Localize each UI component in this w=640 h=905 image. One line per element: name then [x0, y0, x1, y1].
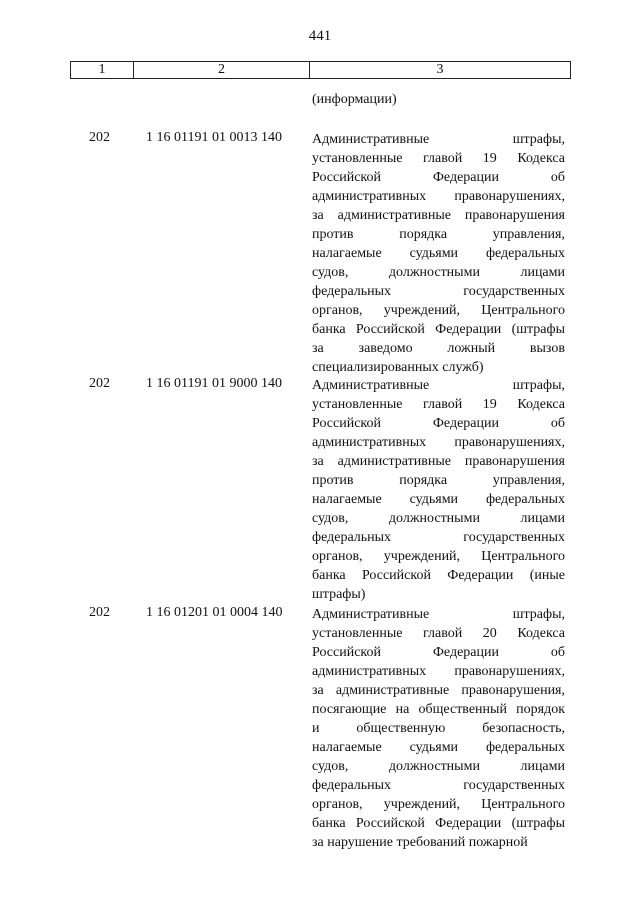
entry-description	[312, 605, 565, 852]
description-line: Административные штрафы,	[312, 607, 565, 622]
description-line: за административные правонарушения	[312, 454, 565, 469]
description-line: налагаемые судьями федеральных	[312, 246, 565, 261]
header-col-1: 1	[71, 62, 134, 79]
description-line: административных правонарушениях,	[312, 435, 565, 450]
header-row	[71, 62, 571, 79]
description-line: против порядка управления,	[312, 473, 565, 488]
header-col-3: 3	[310, 62, 571, 79]
description-line: Российской Федерации об	[312, 170, 565, 185]
description-line: за заведомо ложный вызов	[312, 341, 565, 356]
description-line: против порядка управления,	[312, 227, 565, 242]
description-line: установленные главой 20 Кодекса	[312, 626, 565, 641]
description-line: налагаемые судьями федеральных	[312, 740, 565, 755]
continuation-text: (информации)	[312, 92, 397, 107]
description-line: банка Российской Федерации (штрафы	[312, 322, 565, 337]
description-line: административных правонарушениях,	[312, 664, 565, 679]
column-header-table	[70, 61, 571, 79]
description-line: федеральных государственных	[312, 778, 565, 793]
description-line: Административные штрафы,	[312, 132, 565, 147]
description-line: административных правонарушениях,	[312, 189, 565, 204]
header-col-2: 2	[134, 62, 310, 79]
entry-kbk: 1 16 01191 01 9000 140	[146, 376, 282, 391]
description-line: за нарушение требований пожарной	[312, 835, 528, 850]
description-line: банка Российской Федерации (иные	[312, 568, 565, 583]
entry-kbk: 1 16 01201 01 0004 140	[146, 605, 283, 620]
description-line: налагаемые судьями федеральных	[312, 492, 565, 507]
entry-code: 202	[89, 605, 110, 620]
description-line: органов, учреждений, Центрального	[312, 549, 565, 564]
page-number: 441	[308, 28, 332, 44]
description-line: банка Российской Федерации (штрафы	[312, 816, 565, 831]
description-line: специализированных служб)	[312, 360, 484, 375]
description-line: установленные главой 19 Кодекса	[312, 397, 565, 412]
description-line: Российской Федерации об	[312, 416, 565, 431]
entry-description	[312, 130, 565, 377]
description-line: Административные штрафы,	[312, 378, 565, 393]
description-line: Российской Федерации об	[312, 645, 565, 660]
description-line: штрафы)	[312, 587, 366, 602]
description-line: за административные правонарушения	[312, 208, 565, 223]
description-line: судов, должностными лицами	[312, 265, 565, 280]
description-line: органов, учреждений, Центрального	[312, 303, 565, 318]
description-line: посягающие на общественный порядок	[312, 702, 565, 717]
entry-code: 202	[89, 130, 110, 145]
description-line: органов, учреждений, Центрального	[312, 797, 565, 812]
entry-kbk: 1 16 01191 01 0013 140	[146, 130, 282, 145]
description-line: установленные главой 19 Кодекса	[312, 151, 565, 166]
entry-code: 202	[89, 376, 110, 391]
description-line: федеральных государственных	[312, 284, 565, 299]
description-line: судов, должностными лицами	[312, 511, 565, 526]
description-line: судов, должностными лицами	[312, 759, 565, 774]
entry-description	[312, 376, 565, 604]
description-line: и общественную безопасность,	[312, 721, 565, 736]
description-line: за административные правонарушения,	[312, 683, 565, 698]
description-line: федеральных государственных	[312, 530, 565, 545]
